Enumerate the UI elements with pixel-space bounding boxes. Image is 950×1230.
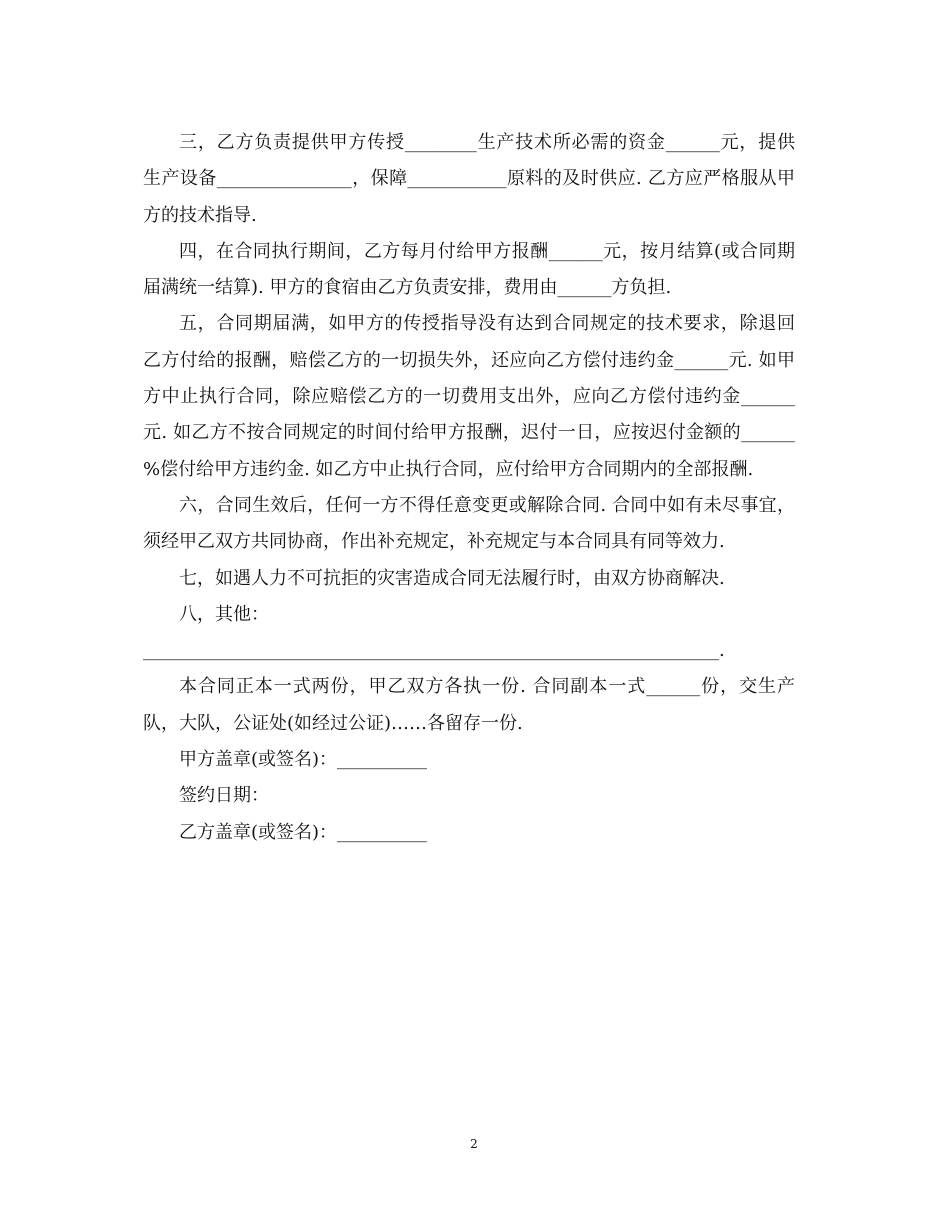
clause-3-line-3: 方的技术指导.: [143, 204, 257, 226]
party-b-signature: 乙方盖章(或签名)：__________: [179, 821, 428, 843]
clause-5-line-2: 乙方付给的报酬，赔偿乙方的一切损失外，还应向乙方偿付违约金______元. 如甲: [143, 343, 795, 379]
clause-4-line-2: 届满统一结算). 甲方的食宿由乙方负责安排，费用由______方负担.: [143, 277, 672, 299]
clause-7-line-1: 七，如遇人力不可抗拒的灾害造成合同无法履行时，由双方协商解决.: [179, 567, 725, 589]
blank-field: ________: [404, 132, 477, 153]
party-a-signature: 甲方盖章(或签名)：__________: [179, 749, 428, 771]
blank-field: ______: [674, 349, 729, 371]
copies-line-1: 本合同正本一式两份，甲乙双方各执一份. 合同副本一式______份，交生产: [143, 669, 795, 705]
clause-8-line-1: 八，其他：: [179, 603, 269, 625]
blank-field: ______: [741, 386, 795, 408]
blank-field: _______________: [216, 168, 352, 190]
blank-field: ______: [741, 422, 795, 444]
document-body: [143, 125, 795, 851]
blank-field: ___________: [407, 168, 507, 190]
page-number: 2: [470, 1137, 478, 1151]
clause-5-line-3: 方中止执行合同，除应赔偿乙方的一切费用支出外，应向乙方偿付违约金______: [143, 379, 795, 415]
clause-5-line-4: 元. 如乙方不按合同规定的时间付给甲方报酬，迟付一日，应按迟付金额的______: [143, 415, 795, 451]
clause-6-line-2: 须经甲乙双方共同协商，作出补充规定，补充规定与本合同具有同等效力.: [143, 531, 725, 553]
blank-field: ______: [665, 132, 720, 153]
signing-date: 签约日期：: [179, 785, 269, 807]
clause-6-line-1: 六，合同生效后，任何一方不得任意变更或解除合同. 合同中如有未尽事宜，: [179, 494, 795, 516]
clause-5-line-1: 五，合同期届满，如甲方的传授指导没有达到合同规定的技术要求，除退回: [179, 313, 795, 335]
clause-3-line-2: 生产设备_______________，保障___________原料的及时供应. 乙方应严格服从甲: [143, 161, 795, 197]
clause-4-line-1: 四，在合同执行期间，乙方每月付给甲方报酬______元，按月结算(或合同期: [143, 234, 795, 270]
clause-5-line-5: %偿付给甲方违约金. 如乙方中止执行合同，应付给甲方合同期内的全部报酬.: [143, 458, 754, 480]
copies-line-2: 队，大队，公证处(如经过公证)……各留存一份.: [143, 712, 523, 734]
clause-3-line-1: 三，乙方负责提供甲方传授________生产技术所必需的资金______元，提供: [143, 125, 795, 161]
blank-field: ______: [548, 240, 603, 262]
blank-field: ______: [646, 676, 701, 698]
clause-8-blank-line: ________________________________________________________________.: [143, 640, 725, 662]
